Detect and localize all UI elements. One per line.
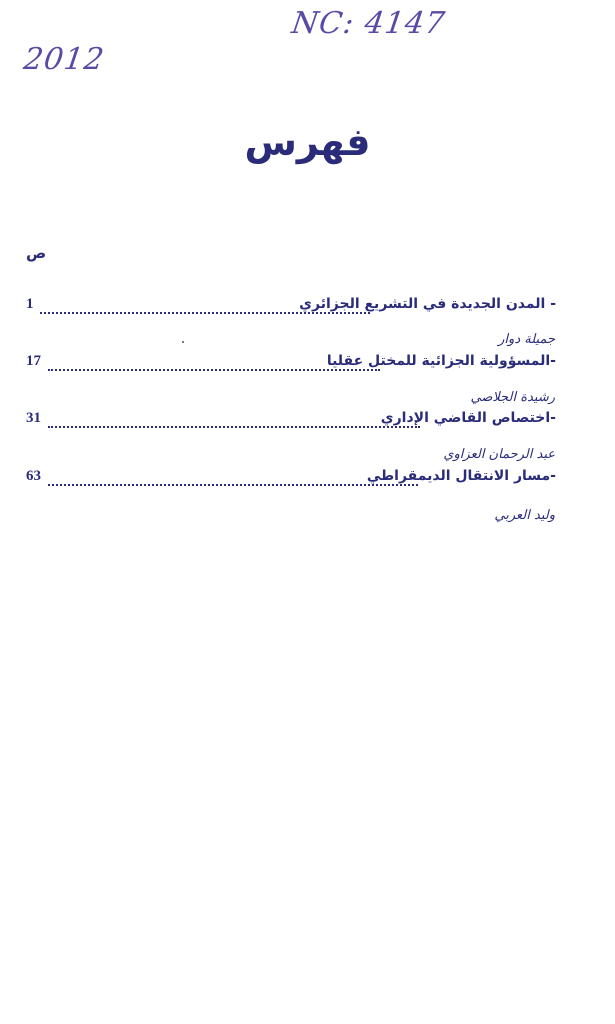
toc-page-number: 17 xyxy=(26,353,41,369)
toc-page-number: 63 xyxy=(26,468,41,484)
toc-entry xyxy=(26,468,556,490)
toc-entry xyxy=(26,410,556,432)
page-column-label: ص xyxy=(26,244,47,262)
page-title: فهرس xyxy=(244,120,371,164)
toc-author: جميلة دوار xyxy=(498,332,555,347)
toc-author: رشيدة الجلاصي xyxy=(470,390,555,405)
toc-page-number: 1 xyxy=(26,296,34,312)
toc-author: عبد الرحمان العزاوي xyxy=(443,447,555,462)
handwritten-year: 2012 xyxy=(21,42,107,77)
toc-title: -المسؤولية الجزائية للمختل عقليا xyxy=(324,353,556,369)
toc-title: -اختصاص القاضي الإداري xyxy=(378,410,556,426)
toc-author: وليد العربي xyxy=(494,508,555,523)
toc-entry xyxy=(26,353,556,375)
leader-dots xyxy=(48,416,420,428)
toc-title: - المدن الجديدة في التشريع الجزائري xyxy=(296,296,556,312)
toc-title: -مسار الانتقال الديمقراطي xyxy=(364,468,556,484)
toc-page-number: 31 xyxy=(26,410,41,426)
scan-speck xyxy=(182,341,184,343)
handwritten-reference: NC: 4147 xyxy=(289,6,448,41)
leader-dots xyxy=(48,474,418,486)
toc-entry xyxy=(26,296,556,318)
